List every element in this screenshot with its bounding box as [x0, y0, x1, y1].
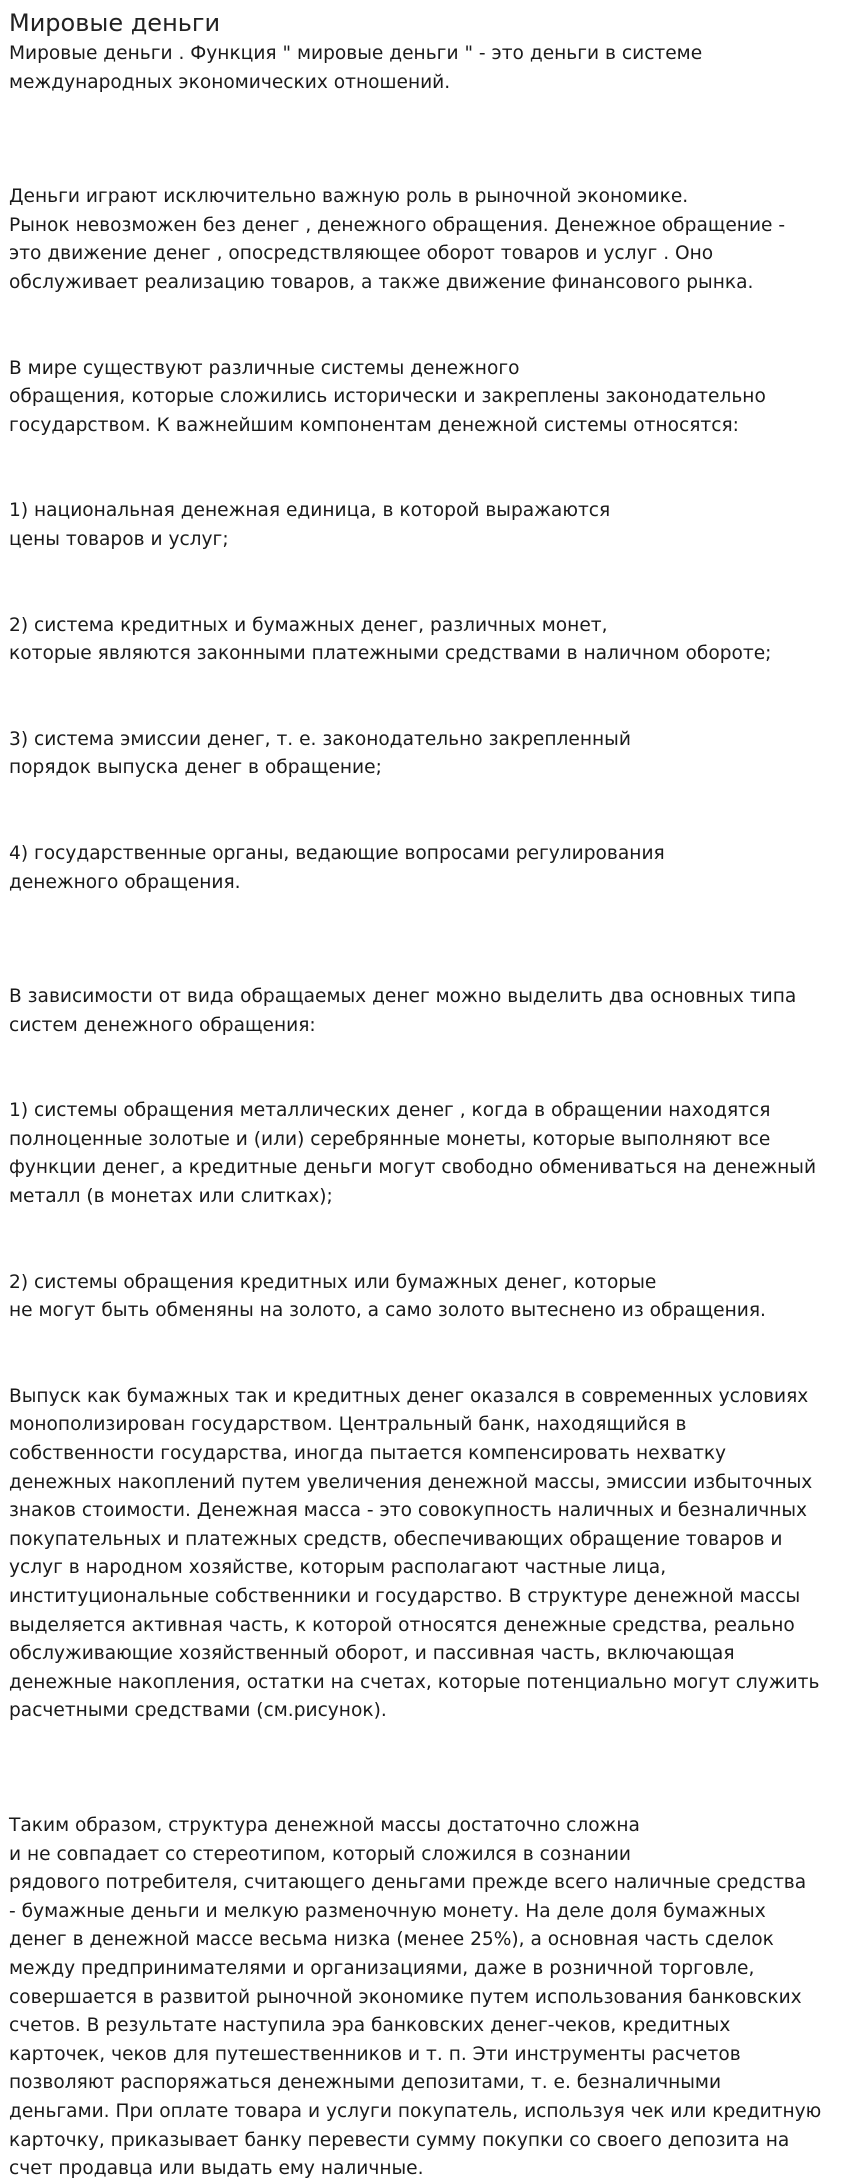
text-line: и не совпадает со стереотипом, который сложился в сознании	[9, 1843, 632, 1865]
text-line: покупательных и платежных средств, обеспечивающих обращение товаров и	[9, 1528, 783, 1550]
paragraph-conclusion	[9, 1812, 843, 2184]
text-line: карточек, чеков для путешественников и т. п. Эти инструменты расчетов	[9, 2043, 741, 2065]
article	[9, 8, 843, 2184]
text-line: счетов. В результате наступила эра банковских денег-чеков, кредитных	[9, 2015, 731, 2037]
text-line: денег в денежной массе весьма низка (менее 25%), а основная часть сделок	[9, 1929, 774, 1951]
paragraph-intro	[9, 40, 843, 97]
text-line: обслуживает реализацию товаров, а также движение финансового рынка.	[9, 271, 754, 293]
text-line: позволяют распоряжаться денежными депозитами, т. е. безналичными	[9, 2072, 722, 2094]
text-line: счет продавца или выдать ему наличные.	[9, 2158, 424, 2180]
paragraph-circulation-types	[9, 983, 843, 1040]
list-item-3	[9, 726, 843, 783]
text-line: монополизирован государством. Центральный банк, находящийся в	[9, 1414, 687, 1436]
text-line: собственности государства, иногда пытается компенсировать нехватку	[9, 1443, 727, 1465]
text-line: между предпринимателями и организациями, даже в розничной торговле,	[9, 1957, 755, 1979]
text-line: - бумажные деньги и мелкую разменочную монету. На деле доля бумажных	[9, 1900, 766, 1922]
text-line: Мировые деньги . Функция " мировые деньги " - это деньги в системе	[9, 43, 703, 64]
page-title: Мировые деньги	[9, 9, 221, 37]
text-line: государством. К важнейшим компонентам денежной системы относятся:	[9, 414, 739, 436]
paragraph-money-role	[9, 183, 843, 297]
text-line: рядового потребителя, считающего деньгами прежде всего наличные средства	[9, 1872, 807, 1894]
text-line: Выпуск как бумажных так и кредитных денег оказался в современных условиях	[9, 1385, 809, 1407]
text-line: международных экономических отношений.	[9, 71, 451, 93]
paragraph-money-supply	[9, 1383, 843, 1726]
text-line: расчетными средствами (см.рисунок).	[9, 1700, 387, 1722]
paragraph-money-systems	[9, 355, 843, 441]
text-line: денежные накопления, остатки на счетах, которые потенциально могут служить	[9, 1671, 820, 1693]
text-line: не могут быть обменяны на золото, а само золото вытеснено из обращения.	[9, 1300, 766, 1322]
text-line: порядок выпуска денег в обращение;	[9, 757, 382, 779]
text-line: 1) системы обращения металлических денег , когда в обращении находятся	[9, 1100, 771, 1122]
text-line: обслуживающие хозяйственный оборот, и пассивная часть, включающая	[9, 1643, 735, 1665]
text-line: 2) система кредитных и бумажных денег, различных монет,	[9, 614, 608, 636]
text-line: институциональные собственники и государство. В структуре денежной массы	[9, 1586, 801, 1607]
text-line: функции денег, а кредитные деньги могут свободно обмениваться на денежный	[9, 1157, 817, 1179]
text-line: совершается в развитой рыночной экономике путем использования банковских	[9, 1986, 802, 2008]
text-line: Рынок невозможен без денег , денежного обращения. Денежное обращение -	[9, 214, 786, 236]
text-line: это движение денег , опосредствляющее оборот товаров и услуг . Оно	[9, 243, 714, 265]
text-line: металл (в монетах или слитках);	[9, 1186, 333, 1208]
text-line: систем денежного обращения:	[9, 1014, 316, 1036]
list-item-4	[9, 840, 843, 897]
text-line: 4) государственные органы, ведающие вопросами регулирования	[9, 842, 665, 864]
list-item-metal-money	[9, 1097, 843, 1211]
text-line: В мире существуют различные системы денежного	[9, 357, 520, 379]
text-line: карточку, приказывает банку перевести сумму покупки со своего депозита на	[9, 2129, 790, 2151]
text-line: 1) национальная денежная единица, в которой выражаются	[9, 500, 611, 522]
text-line: денежного обращения.	[9, 871, 241, 893]
text-line: знаков стоимости. Денежная масса - это совокупность наличных и безналичных	[9, 1500, 808, 1522]
list-item-1	[9, 497, 843, 554]
text-line: цены товаров и услуг;	[9, 528, 229, 550]
list-item-2	[9, 612, 843, 669]
text-line: полноценные золотые и (или) серебрянные монеты, которые выполняют все	[9, 1128, 771, 1150]
text-line: услуг в народном хозяйстве, которым располагают частные лица,	[9, 1557, 667, 1579]
text-line: обращения, которые сложились исторически и закреплены законодательно	[9, 386, 766, 408]
text-line: 3) система эмиссии денег, т. е. законодательно закрепленный	[9, 728, 631, 750]
text-line: денежных накоплений путем увеличения денежной массы, эмиссии избыточных	[9, 1471, 813, 1493]
list-item-credit-money	[9, 1269, 843, 1326]
text-line: Таким образом, структура денежной массы достаточно сложна	[9, 1814, 640, 1836]
text-line: Деньги играют исключительно важную роль в рыночной экономике.	[9, 186, 689, 208]
text-line: выделяется активная часть, к которой относятся денежные средства, реально	[9, 1614, 795, 1636]
text-line: которые являются законными платежными средствами в наличном обороте;	[9, 643, 772, 665]
text-line: деньгами. При оплате товара и услуги покупатель, используя чек или кредитную	[9, 2100, 822, 2122]
text-line: 2) системы обращения кредитных или бумажных денег, которые	[9, 1271, 657, 1293]
text-line: В зависимости от вида обращаемых денег можно выделить два основных типа	[9, 986, 797, 1008]
